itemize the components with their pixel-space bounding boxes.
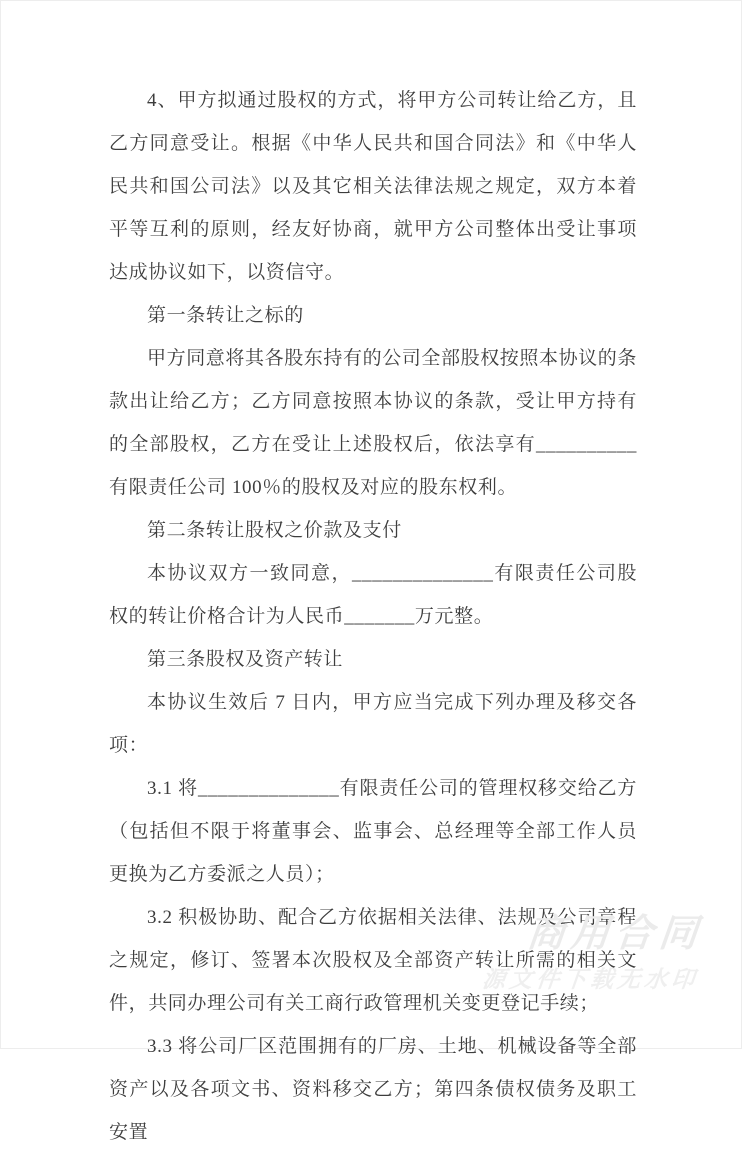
clause-2-body: 本协议双方一致同意，______________有限责任公司股权的转让价格合计为人民币_______万元整。 bbox=[109, 563, 637, 627]
clause-3-item-1: 3.1 将______________有限责任公司的管理权移交给乙方（包括但不限于将董事会、监事会、总经理等全部工作人员更换为乙方委派之人员）； bbox=[109, 778, 637, 885]
watermark-brand-text: 商用合同 bbox=[524, 913, 706, 955]
clause-3-item-3: 3.3 将公司厂区范围拥有的厂房、土地、机械设备等全部资产以及各项文书、资料移交乙方；第四条债权债务及职工安置 bbox=[109, 1036, 637, 1143]
clause-3-intro: 本协议生效后 7 日内，甲方应当完成下列办理及移交各项： bbox=[109, 692, 637, 756]
watermark-tagline-text: 源文件下载无水印 bbox=[481, 966, 700, 992]
clause-3-item-2: 3.2 积极协助、配合乙方依据相关法律、法规及公司章程之规定，修订、签署本次股权及全部资产转让所需的相关文件，共同办理公司有关工商行政管理机关变更登记手续； bbox=[109, 907, 637, 1014]
clause-3-heading: 第三条股权及资产转让 bbox=[147, 649, 344, 670]
clause-1-heading: 第一条转让之标的 bbox=[147, 305, 304, 326]
clause-2-heading: 第二条转让股权之价款及支付 bbox=[147, 520, 402, 541]
paragraph-intro: 4、甲方拟通过股权的方式，将甲方公司转让给乙方，且乙方同意受让。根据《中华人民共和国合同法》和《中华人民共和国公司法》以及其它相关法律法规之规定，双方本着平等互利的原则，经友好协商，就甲方公司整体出受让事项达成协议如下，以资信守。 bbox=[109, 90, 637, 283]
clause-1-body: 甲方同意将其各股东持有的公司全部股权按照本协议的条款出让给乙方；乙方同意按照本协议的条款，受让甲方持有的全部股权，乙方在受让上述股权后，依法享有__________有限责任公司 100％的股权及对应的股东权利。 bbox=[109, 348, 638, 498]
contract-body bbox=[109, 79, 637, 1154]
